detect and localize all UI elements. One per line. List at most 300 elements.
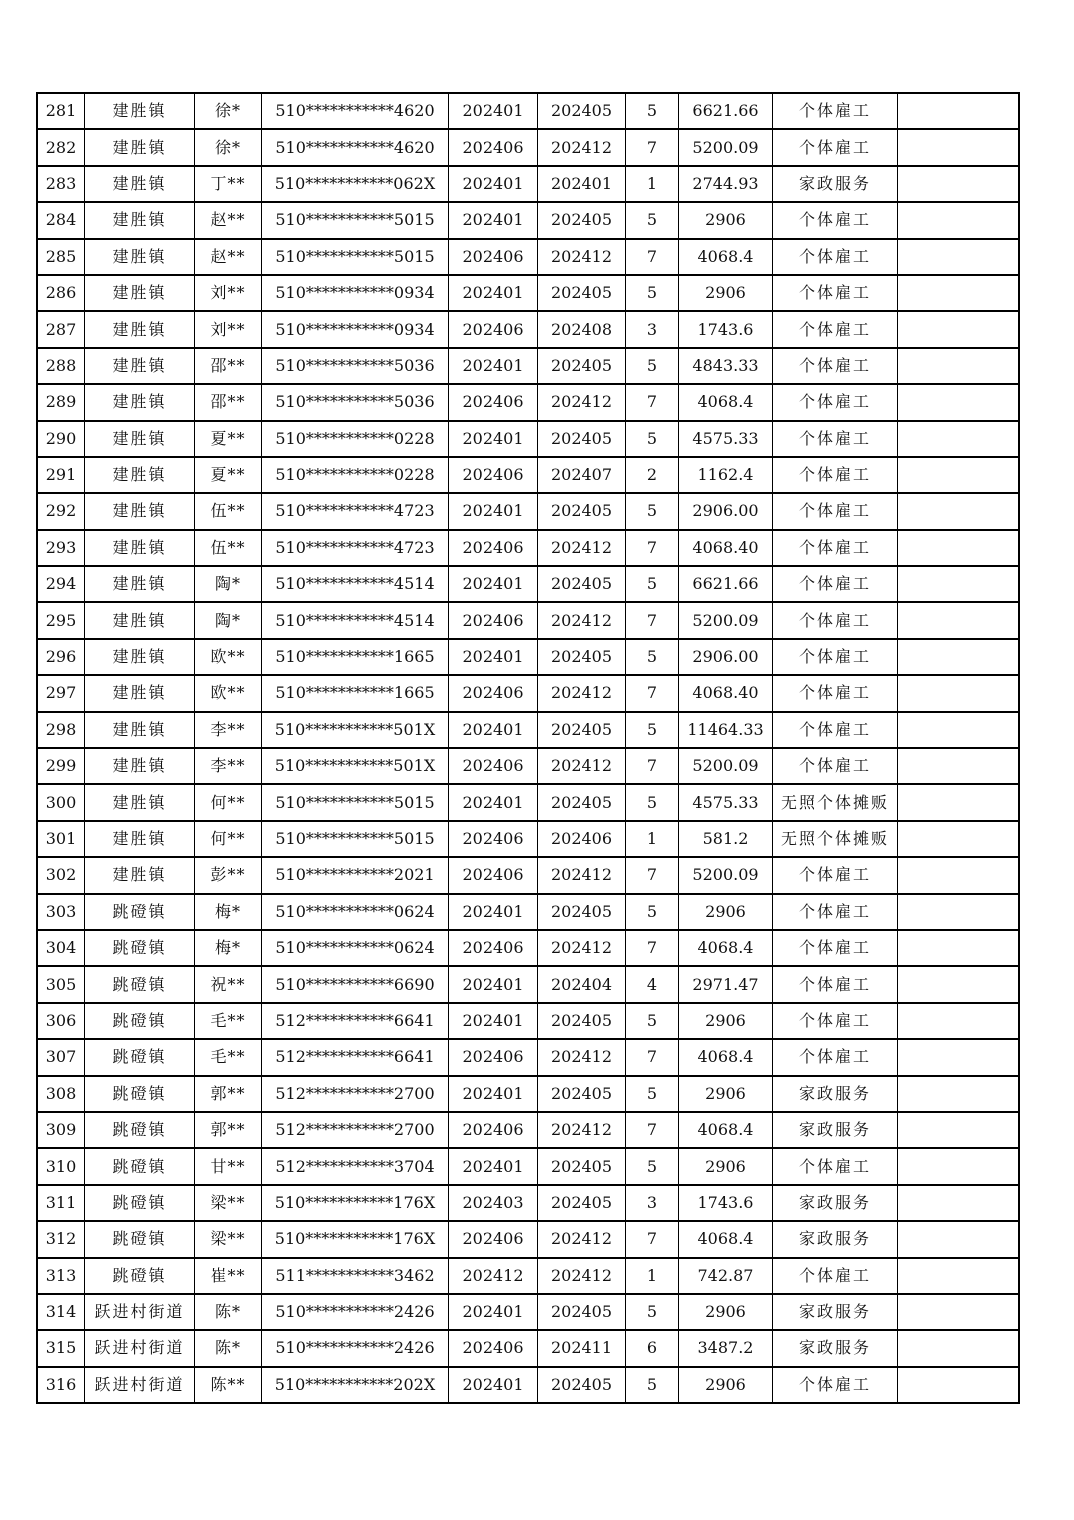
remark-cell: [898, 530, 1020, 566]
employment-type-cell: 个体雇工: [773, 930, 898, 966]
start-month-cell: 202406: [449, 748, 538, 784]
employment-type-cell: 个体雇工: [773, 311, 898, 347]
name-cell: 赵**: [195, 239, 262, 275]
months-cell: 4: [626, 966, 679, 1002]
amount-cell: 1743.6: [679, 1185, 773, 1221]
town-cell: 建胜镇: [85, 93, 195, 129]
row-number-cell: 311: [37, 1185, 85, 1221]
id-number-cell: 510***********2426: [262, 1294, 449, 1330]
months-cell: 5: [626, 348, 679, 384]
town-cell: 建胜镇: [85, 712, 195, 748]
end-month-cell: 202405: [538, 639, 626, 675]
town-cell: 建胜镇: [85, 311, 195, 347]
id-number-cell: 510***********501X: [262, 748, 449, 784]
start-month-cell: 202401: [449, 894, 538, 930]
row-number-cell: 309: [37, 1112, 85, 1148]
id-number-cell: 510***********5015: [262, 784, 449, 820]
start-month-cell: 202401: [449, 93, 538, 129]
employment-type-cell: 个体雇工: [773, 675, 898, 711]
remark-cell: [898, 1294, 1020, 1330]
start-month-cell: 202406: [449, 1112, 538, 1148]
id-number-cell: 510***********5036: [262, 348, 449, 384]
row-number-cell: 289: [37, 384, 85, 420]
id-number-cell: 510***********4723: [262, 493, 449, 529]
months-cell: 5: [626, 784, 679, 820]
id-number-cell: 510***********4620: [262, 93, 449, 129]
table-row: [37, 384, 1019, 420]
name-cell: 甘**: [195, 1148, 262, 1184]
table-row: [37, 1112, 1019, 1148]
start-month-cell: 202401: [449, 639, 538, 675]
name-cell: 赵**: [195, 202, 262, 238]
id-number-cell: 510***********5015: [262, 239, 449, 275]
id-number-cell: 510***********2021: [262, 857, 449, 893]
name-cell: 陈**: [195, 1367, 262, 1403]
name-cell: 丁**: [195, 166, 262, 202]
row-number-cell: 316: [37, 1367, 85, 1403]
employment-type-cell: 个体雇工: [773, 530, 898, 566]
amount-cell: 2971.47: [679, 966, 773, 1002]
name-cell: 郭**: [195, 1112, 262, 1148]
town-cell: 建胜镇: [85, 493, 195, 529]
row-number-cell: 294: [37, 566, 85, 602]
months-cell: 2: [626, 457, 679, 493]
id-number-cell: 510***********176X: [262, 1185, 449, 1221]
end-month-cell: 202407: [538, 457, 626, 493]
employment-type-cell: 个体雇工: [773, 748, 898, 784]
town-cell: 建胜镇: [85, 457, 195, 493]
end-month-cell: 202412: [538, 675, 626, 711]
employment-type-cell: 无照个体摊贩: [773, 821, 898, 857]
table-row: [37, 530, 1019, 566]
employment-type-cell: 个体雇工: [773, 457, 898, 493]
row-number-cell: 302: [37, 857, 85, 893]
town-cell: 建胜镇: [85, 348, 195, 384]
id-number-cell: 510***********1665: [262, 675, 449, 711]
start-month-cell: 202401: [449, 566, 538, 602]
start-month-cell: 202406: [449, 239, 538, 275]
months-cell: 7: [626, 129, 679, 165]
end-month-cell: 202412: [538, 384, 626, 420]
name-cell: 李**: [195, 712, 262, 748]
town-cell: 跳磴镇: [85, 1112, 195, 1148]
table-row: [37, 166, 1019, 202]
table-row: [37, 1003, 1019, 1039]
row-number-cell: 292: [37, 493, 85, 529]
start-month-cell: 202406: [449, 1330, 538, 1366]
name-cell: 刘**: [195, 275, 262, 311]
end-month-cell: 202412: [538, 1039, 626, 1075]
start-month-cell: 202406: [449, 930, 538, 966]
row-number-cell: 304: [37, 930, 85, 966]
employment-type-cell: 个体雇工: [773, 384, 898, 420]
end-month-cell: 202412: [538, 930, 626, 966]
remark-cell: [898, 457, 1020, 493]
row-number-cell: 290: [37, 421, 85, 457]
months-cell: 6: [626, 1330, 679, 1366]
remark-cell: [898, 894, 1020, 930]
employment-type-cell: 个体雇工: [773, 348, 898, 384]
name-cell: 陶*: [195, 602, 262, 638]
town-cell: 建胜镇: [85, 530, 195, 566]
employment-type-cell: 家政服务: [773, 166, 898, 202]
start-month-cell: 202406: [449, 675, 538, 711]
employment-type-cell: 个体雇工: [773, 566, 898, 602]
months-cell: 5: [626, 421, 679, 457]
start-month-cell: 202401: [449, 275, 538, 311]
town-cell: 建胜镇: [85, 384, 195, 420]
row-number-cell: 291: [37, 457, 85, 493]
row-number-cell: 281: [37, 93, 85, 129]
employment-type-cell: 家政服务: [773, 1185, 898, 1221]
remark-cell: [898, 493, 1020, 529]
town-cell: 跃进村街道: [85, 1330, 195, 1366]
id-number-cell: 510***********5036: [262, 384, 449, 420]
amount-cell: 3487.2: [679, 1330, 773, 1366]
end-month-cell: 202405: [538, 1294, 626, 1330]
name-cell: 徐*: [195, 129, 262, 165]
amount-cell: 2906: [679, 1294, 773, 1330]
row-number-cell: 310: [37, 1148, 85, 1184]
amount-cell: 581.2: [679, 821, 773, 857]
id-number-cell: 510***********6690: [262, 966, 449, 1002]
row-number-cell: 307: [37, 1039, 85, 1075]
start-month-cell: 202401: [449, 421, 538, 457]
start-month-cell: 202401: [449, 1148, 538, 1184]
id-number-cell: 510***********202X: [262, 1367, 449, 1403]
months-cell: 5: [626, 894, 679, 930]
amount-cell: 2906.00: [679, 639, 773, 675]
employment-type-cell: 家政服务: [773, 1221, 898, 1257]
months-cell: 7: [626, 384, 679, 420]
table-row: [37, 748, 1019, 784]
id-number-cell: 510***********4514: [262, 602, 449, 638]
name-cell: 邵**: [195, 384, 262, 420]
id-number-cell: 510***********176X: [262, 1221, 449, 1257]
end-month-cell: 202405: [538, 1367, 626, 1403]
remark-cell: [898, 602, 1020, 638]
row-number-cell: 315: [37, 1330, 85, 1366]
name-cell: 伍**: [195, 530, 262, 566]
employment-type-cell: 个体雇工: [773, 894, 898, 930]
end-month-cell: 202405: [538, 93, 626, 129]
start-month-cell: 202406: [449, 857, 538, 893]
town-cell: 建胜镇: [85, 784, 195, 820]
months-cell: 7: [626, 1039, 679, 1075]
remark-cell: [898, 639, 1020, 675]
table-row: [37, 1367, 1019, 1403]
amount-cell: 2906: [679, 1367, 773, 1403]
row-number-cell: 283: [37, 166, 85, 202]
amount-cell: 4575.33: [679, 421, 773, 457]
end-month-cell: 202405: [538, 894, 626, 930]
name-cell: 刘**: [195, 311, 262, 347]
row-number-cell: 308: [37, 1076, 85, 1112]
table-row: [37, 493, 1019, 529]
start-month-cell: 202401: [449, 1294, 538, 1330]
table-row: [37, 1185, 1019, 1221]
months-cell: 1: [626, 166, 679, 202]
months-cell: 7: [626, 602, 679, 638]
amount-cell: 2906: [679, 275, 773, 311]
name-cell: 梅*: [195, 894, 262, 930]
end-month-cell: 202405: [538, 1076, 626, 1112]
months-cell: 1: [626, 821, 679, 857]
id-number-cell: 510***********0228: [262, 457, 449, 493]
employment-type-cell: 个体雇工: [773, 602, 898, 638]
amount-cell: 11464.33: [679, 712, 773, 748]
amount-cell: 1162.4: [679, 457, 773, 493]
id-number-cell: 512***********6641: [262, 1003, 449, 1039]
remark-cell: [898, 784, 1020, 820]
months-cell: 1: [626, 1258, 679, 1294]
row-number-cell: 293: [37, 530, 85, 566]
table-row: [37, 930, 1019, 966]
remark-cell: [898, 202, 1020, 238]
employment-type-cell: 无照个体摊贩: [773, 784, 898, 820]
amount-cell: 4068.4: [679, 384, 773, 420]
employment-type-cell: 个体雇工: [773, 1258, 898, 1294]
amount-cell: 5200.09: [679, 129, 773, 165]
id-number-cell: 510***********4620: [262, 129, 449, 165]
name-cell: 欧**: [195, 639, 262, 675]
row-number-cell: 296: [37, 639, 85, 675]
amount-cell: 2906: [679, 1076, 773, 1112]
remark-cell: [898, 1148, 1020, 1184]
end-month-cell: 202412: [538, 857, 626, 893]
end-month-cell: 202406: [538, 821, 626, 857]
remark-cell: [898, 348, 1020, 384]
start-month-cell: 202401: [449, 202, 538, 238]
town-cell: 跳磴镇: [85, 966, 195, 1002]
id-number-cell: 510***********501X: [262, 712, 449, 748]
row-number-cell: 313: [37, 1258, 85, 1294]
row-number-cell: 282: [37, 129, 85, 165]
months-cell: 5: [626, 1003, 679, 1039]
table-row: [37, 1294, 1019, 1330]
months-cell: 3: [626, 311, 679, 347]
employment-type-cell: 个体雇工: [773, 1148, 898, 1184]
town-cell: 跳磴镇: [85, 894, 195, 930]
employment-type-cell: 个体雇工: [773, 1003, 898, 1039]
amount-cell: 5200.09: [679, 602, 773, 638]
name-cell: 邵**: [195, 348, 262, 384]
table-row: [37, 239, 1019, 275]
name-cell: 郭**: [195, 1076, 262, 1112]
remark-cell: [898, 275, 1020, 311]
remark-cell: [898, 1185, 1020, 1221]
amount-cell: 742.87: [679, 1258, 773, 1294]
start-month-cell: 202406: [449, 129, 538, 165]
start-month-cell: 202401: [449, 166, 538, 202]
id-number-cell: 512***********2700: [262, 1112, 449, 1148]
remark-cell: [898, 1221, 1020, 1257]
start-month-cell: 202406: [449, 311, 538, 347]
months-cell: 5: [626, 639, 679, 675]
row-number-cell: 306: [37, 1003, 85, 1039]
name-cell: 何**: [195, 821, 262, 857]
name-cell: 何**: [195, 784, 262, 820]
amount-cell: 4068.4: [679, 930, 773, 966]
name-cell: 梁**: [195, 1221, 262, 1257]
amount-cell: 5200.09: [679, 748, 773, 784]
employment-type-cell: 家政服务: [773, 1076, 898, 1112]
table-row: [37, 1258, 1019, 1294]
end-month-cell: 202412: [538, 602, 626, 638]
employment-type-cell: 个体雇工: [773, 202, 898, 238]
months-cell: 7: [626, 1112, 679, 1148]
town-cell: 跃进村街道: [85, 1294, 195, 1330]
end-month-cell: 202405: [538, 275, 626, 311]
remark-cell: [898, 748, 1020, 784]
start-month-cell: 202406: [449, 821, 538, 857]
name-cell: 李**: [195, 748, 262, 784]
name-cell: 梅*: [195, 930, 262, 966]
row-number-cell: 303: [37, 894, 85, 930]
employment-type-cell: 个体雇工: [773, 129, 898, 165]
roster-body: [37, 93, 1019, 1403]
id-number-cell: 510***********0934: [262, 311, 449, 347]
start-month-cell: 202401: [449, 784, 538, 820]
row-number-cell: 287: [37, 311, 85, 347]
months-cell: 5: [626, 202, 679, 238]
id-number-cell: 510***********5015: [262, 202, 449, 238]
town-cell: 建胜镇: [85, 748, 195, 784]
months-cell: 7: [626, 857, 679, 893]
months-cell: 7: [626, 748, 679, 784]
remark-cell: [898, 1003, 1020, 1039]
months-cell: 3: [626, 1185, 679, 1221]
months-cell: 5: [626, 1148, 679, 1184]
town-cell: 跳磴镇: [85, 1003, 195, 1039]
end-month-cell: 202405: [538, 712, 626, 748]
remark-cell: [898, 712, 1020, 748]
employment-type-cell: 个体雇工: [773, 421, 898, 457]
months-cell: 5: [626, 275, 679, 311]
employment-type-cell: 个体雇工: [773, 93, 898, 129]
start-month-cell: 202406: [449, 1039, 538, 1075]
amount-cell: 6621.66: [679, 566, 773, 602]
id-number-cell: 512***********6641: [262, 1039, 449, 1075]
name-cell: 崔**: [195, 1258, 262, 1294]
remark-cell: [898, 1039, 1020, 1075]
remark-cell: [898, 93, 1020, 129]
name-cell: 夏**: [195, 457, 262, 493]
table-row: [37, 602, 1019, 638]
employment-type-cell: 个体雇工: [773, 493, 898, 529]
remark-cell: [898, 821, 1020, 857]
row-number-cell: 312: [37, 1221, 85, 1257]
start-month-cell: 202406: [449, 602, 538, 638]
months-cell: 5: [626, 712, 679, 748]
remark-cell: [898, 239, 1020, 275]
table-row: [37, 821, 1019, 857]
subsidy-roster-table: [36, 92, 1020, 1404]
row-number-cell: 297: [37, 675, 85, 711]
town-cell: 建胜镇: [85, 857, 195, 893]
town-cell: 跳磴镇: [85, 1221, 195, 1257]
employment-type-cell: 个体雇工: [773, 712, 898, 748]
end-month-cell: 202405: [538, 1185, 626, 1221]
row-number-cell: 305: [37, 966, 85, 1002]
amount-cell: 4068.4: [679, 1112, 773, 1148]
end-month-cell: 202404: [538, 966, 626, 1002]
town-cell: 建胜镇: [85, 239, 195, 275]
end-month-cell: 202412: [538, 129, 626, 165]
name-cell: 毛**: [195, 1039, 262, 1075]
table-row: [37, 421, 1019, 457]
months-cell: 5: [626, 1367, 679, 1403]
end-month-cell: 202401: [538, 166, 626, 202]
table-row: [37, 712, 1019, 748]
employment-type-cell: 个体雇工: [773, 1039, 898, 1075]
months-cell: 5: [626, 1294, 679, 1330]
town-cell: 跳磴镇: [85, 1258, 195, 1294]
table-row: [37, 675, 1019, 711]
start-month-cell: 202401: [449, 712, 538, 748]
end-month-cell: 202412: [538, 748, 626, 784]
name-cell: 夏**: [195, 421, 262, 457]
id-number-cell: 510***********0228: [262, 421, 449, 457]
row-number-cell: 284: [37, 202, 85, 238]
town-cell: 建胜镇: [85, 275, 195, 311]
amount-cell: 2906: [679, 894, 773, 930]
months-cell: 7: [626, 239, 679, 275]
town-cell: 建胜镇: [85, 821, 195, 857]
remark-cell: [898, 129, 1020, 165]
table-row: [37, 93, 1019, 129]
id-number-cell: 510***********0624: [262, 930, 449, 966]
name-cell: 徐*: [195, 93, 262, 129]
town-cell: 建胜镇: [85, 639, 195, 675]
end-month-cell: 202411: [538, 1330, 626, 1366]
months-cell: 5: [626, 493, 679, 529]
remark-cell: [898, 311, 1020, 347]
employment-type-cell: 个体雇工: [773, 857, 898, 893]
start-month-cell: 202406: [449, 384, 538, 420]
name-cell: 陈*: [195, 1330, 262, 1366]
name-cell: 梁**: [195, 1185, 262, 1221]
remark-cell: [898, 1367, 1020, 1403]
end-month-cell: 202405: [538, 1003, 626, 1039]
town-cell: 跳磴镇: [85, 1148, 195, 1184]
town-cell: 建胜镇: [85, 421, 195, 457]
start-month-cell: 202406: [449, 1221, 538, 1257]
row-number-cell: 295: [37, 602, 85, 638]
end-month-cell: 202412: [538, 530, 626, 566]
months-cell: 7: [626, 530, 679, 566]
amount-cell: 2744.93: [679, 166, 773, 202]
remark-cell: [898, 675, 1020, 711]
end-month-cell: 202405: [538, 566, 626, 602]
town-cell: 建胜镇: [85, 675, 195, 711]
months-cell: 5: [626, 566, 679, 602]
table-row: [37, 457, 1019, 493]
table-row: [37, 1330, 1019, 1366]
row-number-cell: 300: [37, 784, 85, 820]
start-month-cell: 202406: [449, 530, 538, 566]
start-month-cell: 202401: [449, 1003, 538, 1039]
employment-type-cell: 家政服务: [773, 1294, 898, 1330]
table-row: [37, 784, 1019, 820]
town-cell: 建胜镇: [85, 166, 195, 202]
town-cell: 跳磴镇: [85, 1185, 195, 1221]
id-number-cell: 512***********2700: [262, 1076, 449, 1112]
row-number-cell: 298: [37, 712, 85, 748]
name-cell: 祝**: [195, 966, 262, 1002]
row-number-cell: 288: [37, 348, 85, 384]
table-row: [37, 1076, 1019, 1112]
